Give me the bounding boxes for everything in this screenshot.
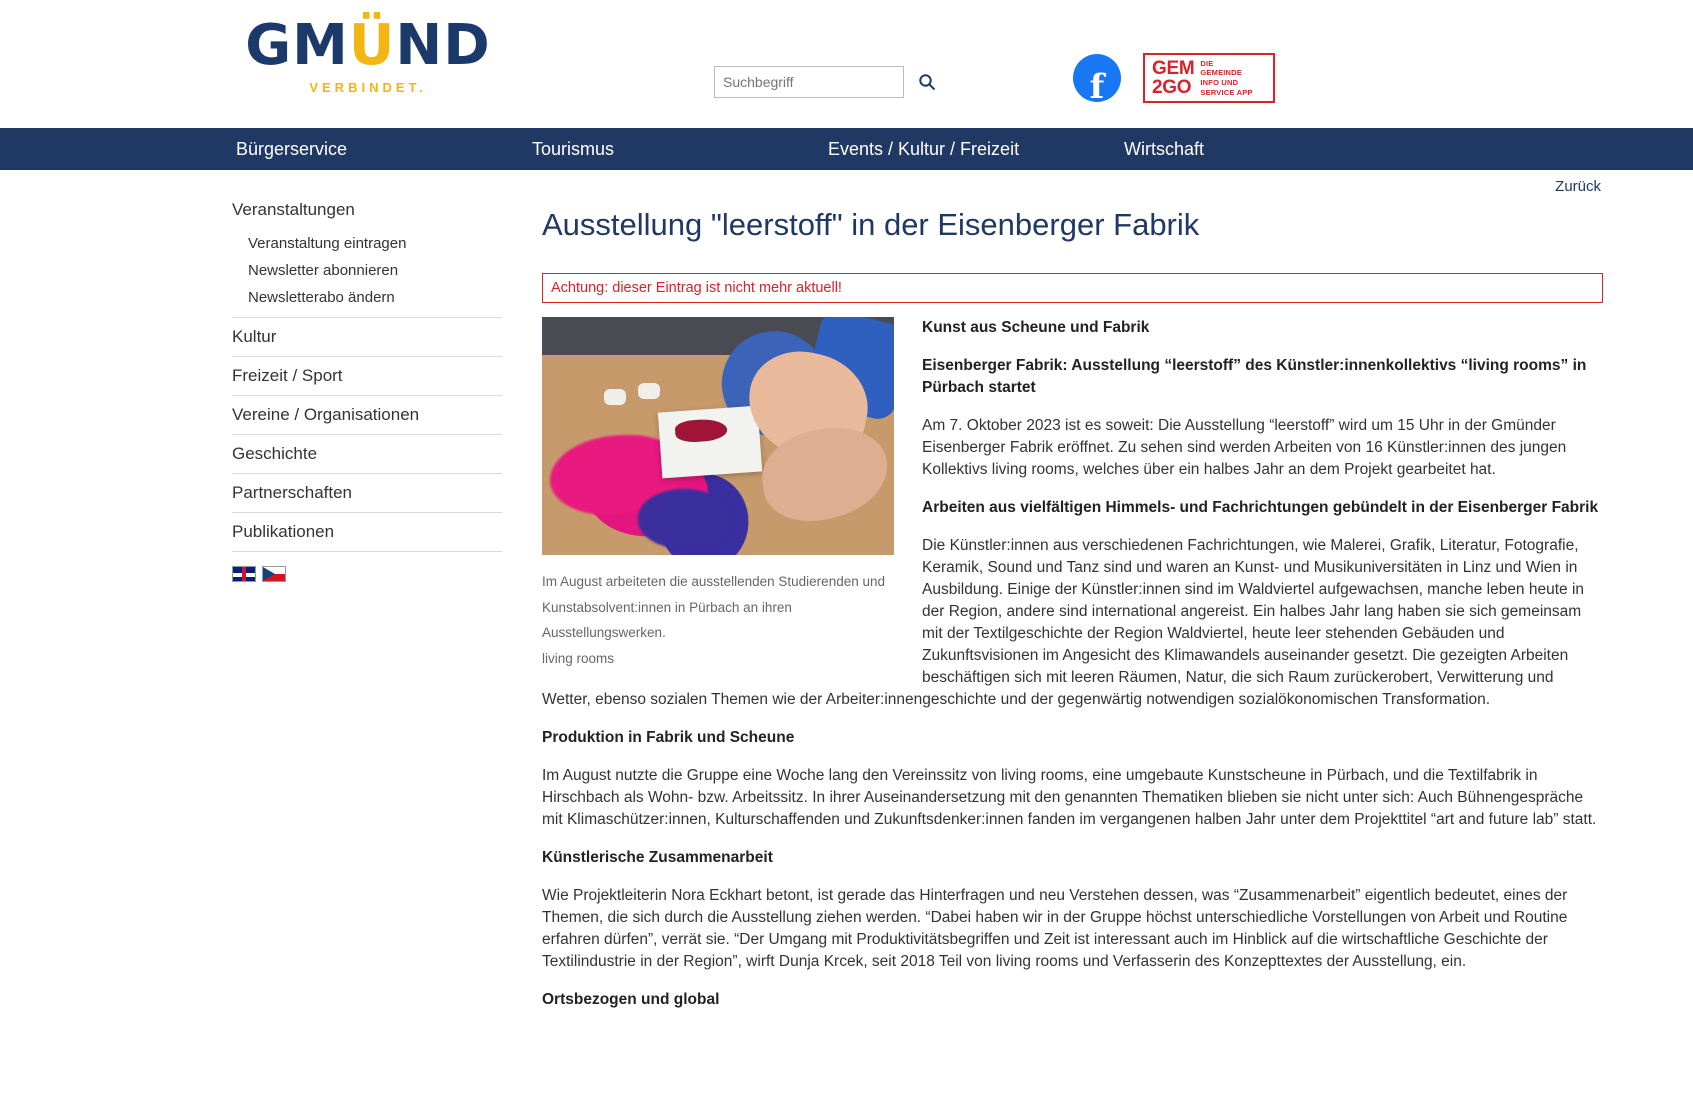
article-main: [502, 178, 1693, 1027]
sidebar-item-publikationen[interactable]: Publikationen: [232, 512, 502, 552]
sidebar-item-geschichte[interactable]: Geschichte: [232, 434, 502, 473]
image-caption: [542, 555, 894, 672]
facebook-icon[interactable]: [1073, 54, 1121, 107]
article-paragraph-3: Im August nutzte die Gruppe eine Woche lang den Vereinssitz von living rooms, eine umgebaute Kunstscheune in Pürbach, und die Textilfabrik in Hirschbach als Wohn- bzw. Arbeitssitz. In ihrer Auseinandersetzung mit den genannten Thematiken blieben sie nicht unter sich: Auch Bühnengespräche mit Klimaschützer:innen, Kulturschaffenden und Zukunftsdenker:innen fanden im vergangenen halben Jahr unter dem Projekttitel “art and future lab” statt.: [542, 767, 1597, 829]
outdated-entry-alert: Achtung: dieser Eintrag ist nicht mehr aktuell!: [542, 273, 1603, 303]
search-box[interactable]: [714, 66, 904, 98]
gem2go-app-badge[interactable]: [1143, 53, 1275, 103]
page-title: Ausstellung "leerstoff" in der Eisenberger Fabrik: [542, 207, 1200, 242]
article-heading-3: Arbeiten aus vielfältigen Himmels- und Fachrichtungen gebündelt in der Eisenberger Fabrik: [922, 499, 1599, 517]
flag-cz-icon[interactable]: [262, 566, 286, 582]
sidebar: [232, 196, 502, 1027]
article-heading-6: Ortsbezogen und global: [542, 991, 720, 1009]
wool-pellet-decor-2: [638, 383, 660, 399]
social-links: [1073, 53, 1275, 107]
felt-piece-decor: [658, 406, 762, 479]
wool-pellet-decor-1: [604, 389, 626, 405]
image-caption-line-2: Kunstabsolvent:innen in Pürbach an ihren Ausstellungswerken.: [542, 599, 792, 641]
search-icon: [918, 73, 936, 91]
facebook-glyph: f: [1089, 67, 1105, 107]
sidebar-item-partnerschaften[interactable]: Partnerschaften: [232, 473, 502, 512]
logo-tagline: VERBINDET.: [309, 80, 427, 95]
article-paragraph-1: Am 7. Oktober 2023 ist es soweit: Die Ausstellung “leerstoff” wird um 15 Uhr in der Gmünder Eisenberger Fabrik eröffnet. Zu sehen sind werden Arbeiten von 16 Künstler:innen des jungen Kollektivs living rooms, welches über ein halbes Jahr an dem Projekt gearbeitet hat.: [922, 417, 1567, 479]
sidebar-item-newsletter-abonnieren[interactable]: Newsletter abonnieren: [248, 262, 399, 279]
image-caption-line-1: Im August arbeiteten die ausstellenden Studierenden und: [542, 574, 885, 590]
content-area: [0, 170, 1693, 1027]
back-link[interactable]: Zurück: [1555, 178, 1601, 195]
article-heading-2: Eisenberger Fabrik: Ausstellung “leerstoff” des Künstler:innenkollektivs “living rooms” in Pürbach startet: [922, 357, 1587, 397]
sidebar-item-kultur[interactable]: Kultur: [232, 317, 502, 356]
site-logo[interactable]: [238, 13, 498, 95]
search-button[interactable]: [912, 67, 942, 97]
language-switcher: [232, 566, 502, 582]
flag-en-icon[interactable]: [232, 566, 256, 582]
wool-blue-decor: [638, 489, 734, 549]
sidebar-item-vereine-organisationen[interactable]: Vereine / Organisationen: [232, 395, 502, 434]
article-paragraph-4: Wie Projektleiterin Nora Eckhart betont, ist gerade das Hinterfragen und neu Verstehen dessen, was “Zusammenarbeit” eigentlich bedeutet, eines der Themen, die sich durch die Ausstellung ziehen werden. “Dabei haben wir in der Gruppe höchst unterschiedliche Vorstellungen von Arbeit und Routine erfahren dürfen”, verrät sie. “Der Umgang mit Produktivitätsbegriffen und Zeit ist interessant auch im Hinblick auf die wirtschaftliche Geschichte der Textilindustrie in der Region”, wirft Dunja Krcek, seit 2018 Teil von living rooms und Verfasserin des Konzepttextes der Ausstellung, ein.: [542, 887, 1568, 971]
sidebar-item-veranstaltung-eintragen[interactable]: Veranstaltung eintragen: [248, 235, 407, 252]
nav-item-buergerservice[interactable]: Bürgerservice: [236, 138, 348, 159]
main-navigation: [0, 128, 1693, 170]
article-paragraph-2: Die Künstler:innen aus verschiedenen Fachrichtungen, wie Malerei, Grafik, Literatur, Fotografie, Keramik, Sound und Tanz sind und waren an Kunst- und Musikuniversitäten in Linz und Wien in Ausbildung. Einige der Künstler:innen sind im Waldviertel aufgewachsen, manche leben heute in der Region, andere sind international angereist. Ein halbes Jahr lang haben sie sich gemeinsam mit der Textilgeschichte der Region Waldviertel, heute leer stehenden Gebäuden und Zukunftsvisionen im Angesicht des Klimawandels auseinander gesetzt. Die gezeigten Arbeiten beschäftigen sich mit leeren Räumen, Natur, die sich Raum zurückerobert, Verwitterung und Wetter, ebenso sozialen Themen wie der Arbeiter:innengeschichte und der gegenwärtig notwendigen sozialökonomischen Transformation.: [542, 537, 1585, 709]
article-figure: [542, 317, 894, 672]
site-header: [0, 0, 1693, 128]
image-caption-credit: living rooms: [542, 651, 615, 667]
sidebar-item-freizeit-sport[interactable]: Freizeit / Sport: [232, 356, 502, 395]
article-heading-1: Kunst aus Scheune und Fabrik: [922, 319, 1150, 337]
logo-wordmark: GMÜND: [245, 13, 491, 78]
search-input[interactable]: [715, 67, 912, 97]
article-heading-4: Produktion in Fabrik und Scheune: [542, 729, 795, 747]
nav-item-events-kultur-freizeit[interactable]: Events / Kultur / Freizeit: [828, 138, 1020, 159]
sidebar-heading-veranstaltungen: Veranstaltungen: [232, 200, 355, 219]
article-image: [542, 317, 894, 555]
nav-item-wirtschaft[interactable]: Wirtschaft: [1124, 138, 1205, 159]
nav-item-tourismus[interactable]: Tourismus: [532, 138, 615, 159]
article-heading-5: Künstlerische Zusammenarbeit: [542, 849, 773, 867]
sidebar-item-newsletterabo-aendern[interactable]: Newsletterabo ändern: [248, 289, 395, 306]
gem2go-subtitle: DIE GEMEINDE INFO UND SERVICE APP: [1200, 58, 1253, 97]
gem2go-logo-text: GEM 2GO: [1152, 57, 1195, 98]
